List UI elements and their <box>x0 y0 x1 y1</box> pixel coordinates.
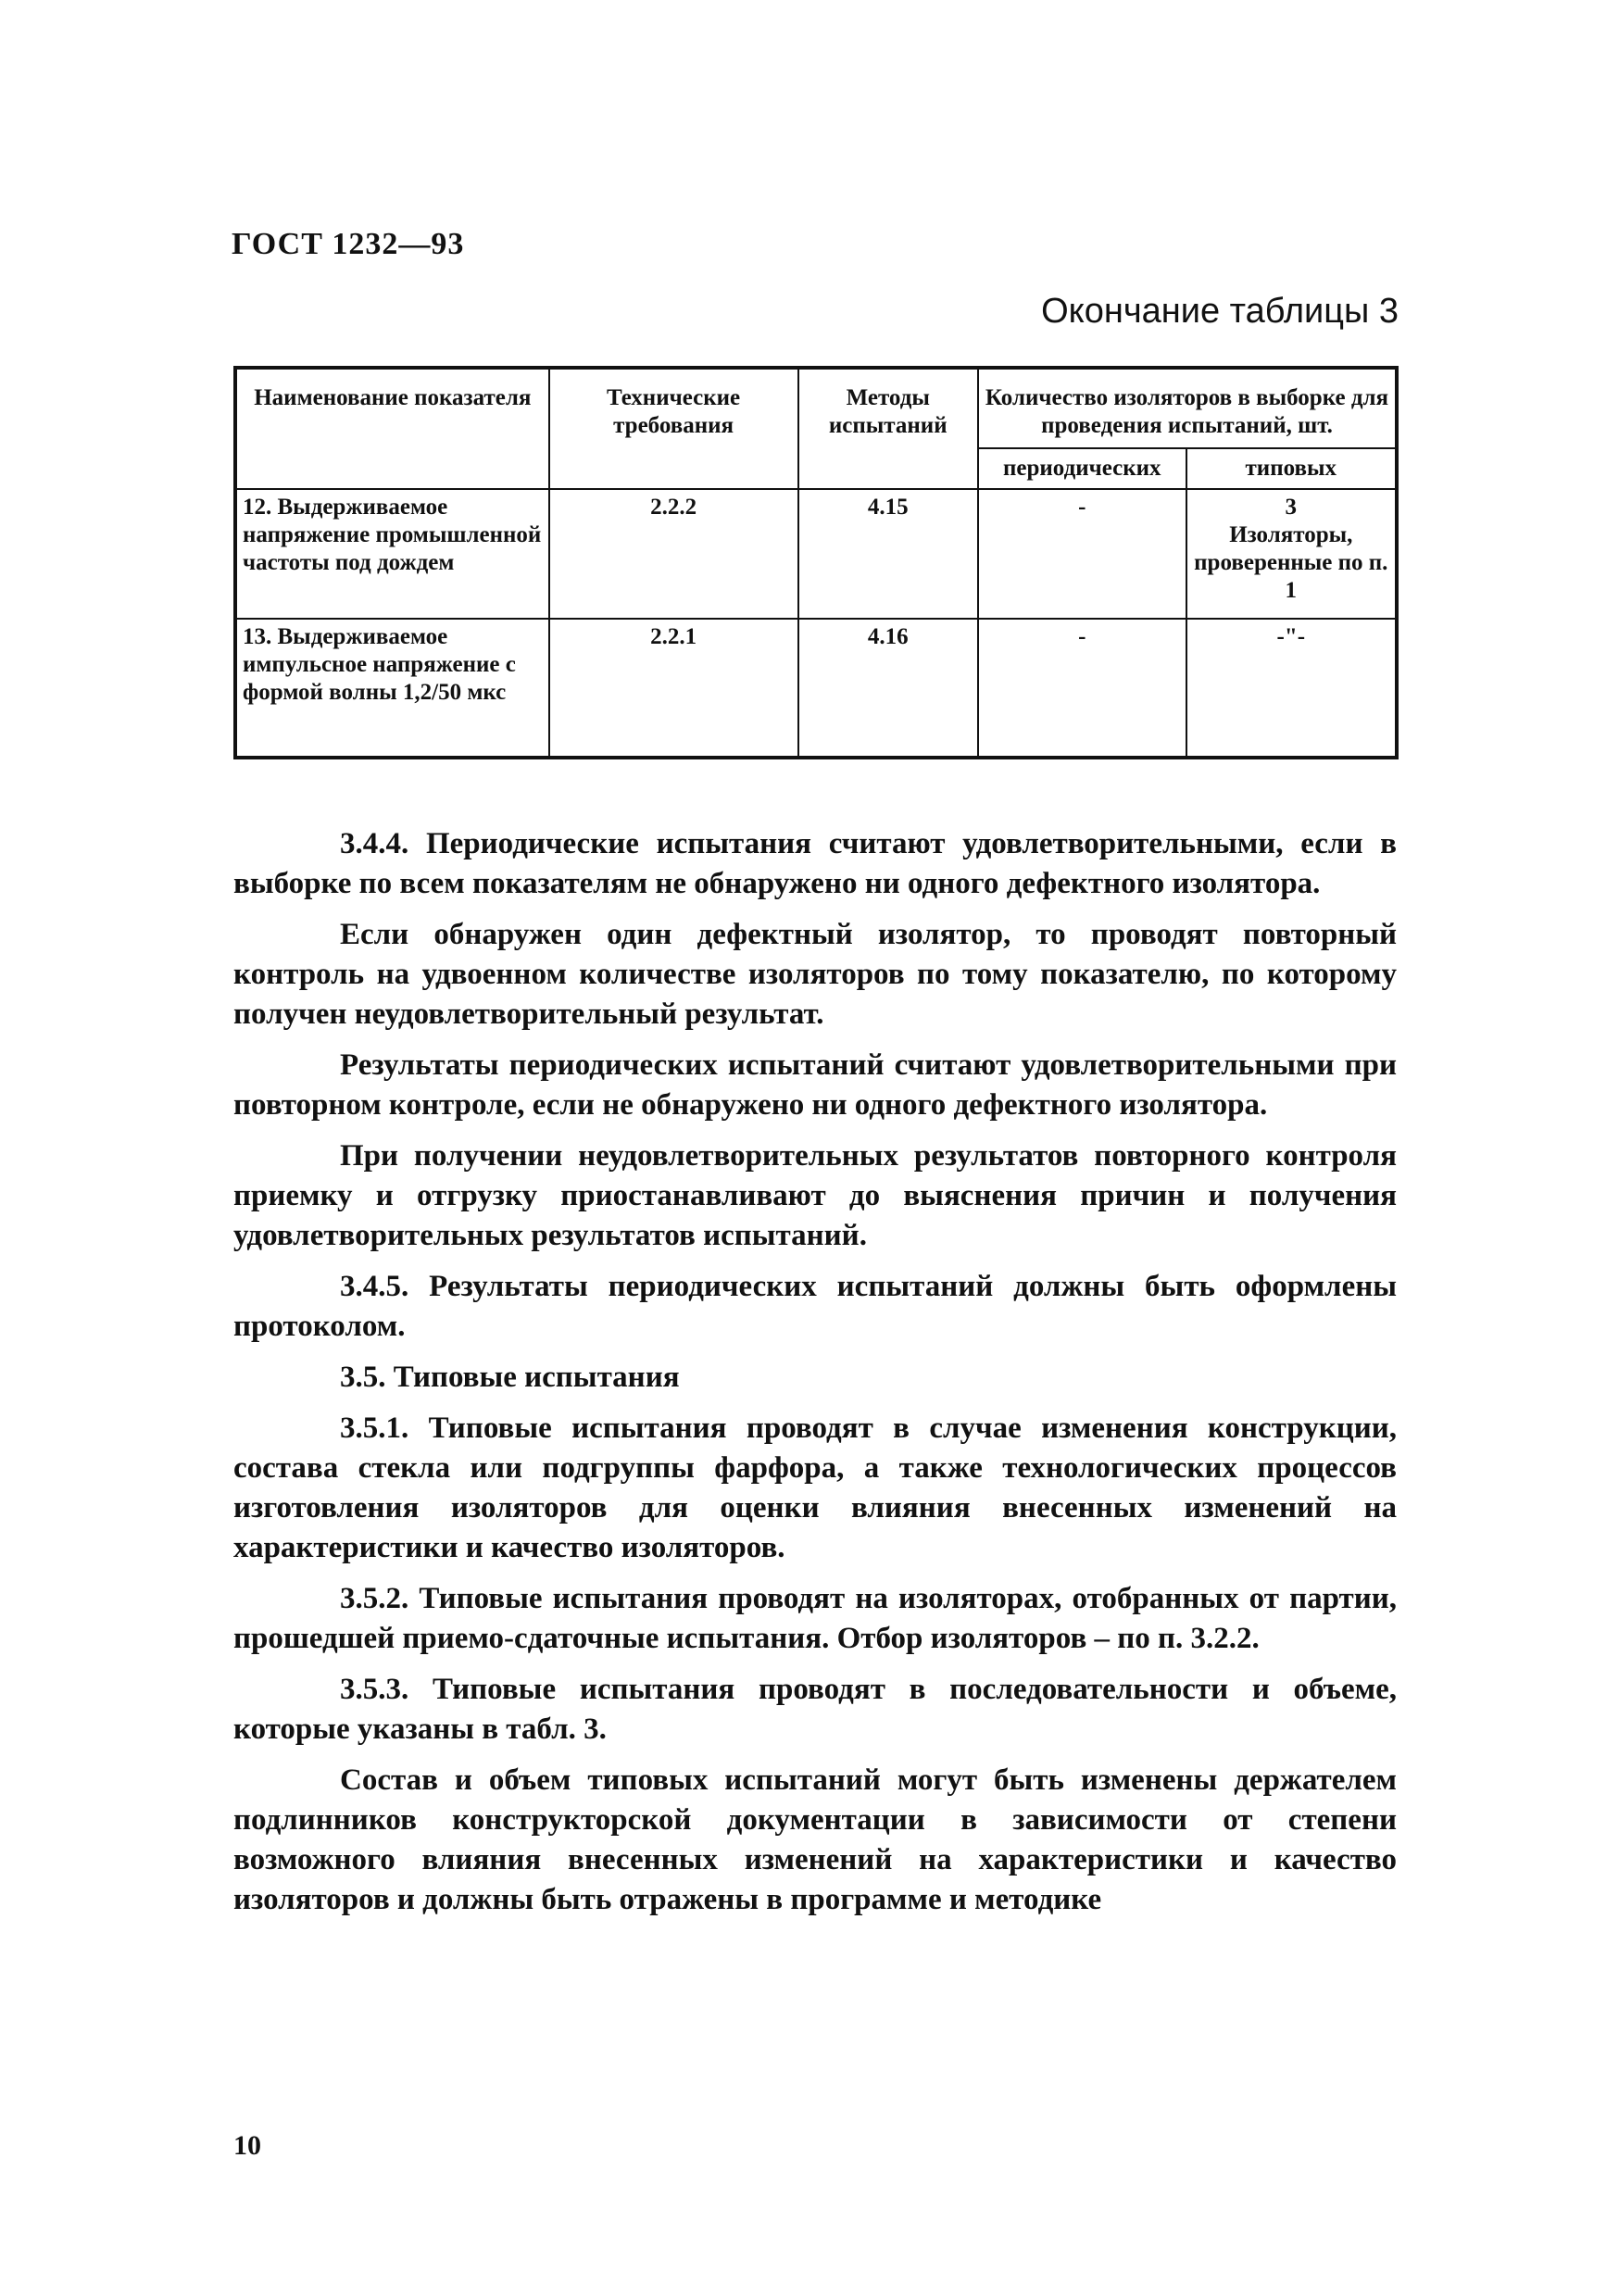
row-typical-count: -"- <box>1276 624 1306 649</box>
row-typical-note: Изоляторы, проверенные по п. 1 <box>1194 522 1388 603</box>
paragraph: 3.5.3. Типовые испытания проводят в последовательности и объеме, которые указаны в табл. 3. <box>233 1673 1397 1746</box>
table-caption: Окончание таблицы 3 <box>1041 292 1399 331</box>
row-name: 12. Выдерживаемое напряжение промышленной частоты под дождем <box>235 489 549 619</box>
header-quantity: Количество изоляторов в выборке для проведения испытаний, шт. <box>978 368 1397 448</box>
header-methods: Методы испытаний <box>798 368 978 489</box>
paragraph: Результаты периодических испытаний считают удовлетворительными при повторном контроле, если не обнаружено ни одного дефектного изолятора. <box>233 1048 1397 1122</box>
paragraph: 3.5.2. Типовые испытания проводят на изоляторах, отобранных от партии, прошедшей приемо-сдаточные испытания. Отбор изоляторов – по п. 3.2.2. <box>233 1582 1397 1655</box>
row-periodic: - <box>978 489 1186 619</box>
paragraph: При получении неудовлетворительных результатов повторного контроля приемку и отгрузку приостанавливают до выяснения причин и получения удовлетворительных результатов испытаний. <box>233 1139 1397 1252</box>
row-periodic: - <box>978 619 1186 758</box>
section-heading: 3.5. Типовые испытания <box>340 1361 680 1394</box>
paragraph: 3.4.5. Результаты периодических испытаний должны быть оформлены протоколом. <box>233 1270 1397 1343</box>
paragraph: 3.4.4. Периодические испытания считают удовлетворительными, если в выборке по всем показателям не обнаружено ни одного дефектного изолятора. <box>233 827 1397 900</box>
specification-table <box>233 366 1399 759</box>
row-typical <box>1186 619 1397 758</box>
row-typical-count: 3 <box>1285 495 1298 520</box>
paragraph: Состав и объем типовых испытаний могут быть изменены держателем подлинников конструкторской документации в зависимости от степени возможного влияния внесенных изменений на характеристики и качество изоляторов и должны быть отражены в программе и методике <box>233 1763 1397 1916</box>
paragraph: Если обнаружен один дефектный изолятор, то проводят повторный контроль на удвоенном количестве изоляторов по тому показателю, по которому получен неудовлетворительный результат. <box>233 918 1397 1031</box>
row-methods: 4.15 <box>798 489 978 619</box>
body-text <box>233 824 1397 1931</box>
page-number: 10 <box>233 2130 261 2161</box>
table-header-row <box>235 368 1397 448</box>
header-typical: типовых <box>1186 448 1397 489</box>
table-row <box>235 489 1397 619</box>
header-name: Наименование показателя <box>235 368 549 489</box>
row-name: 13. Выдерживаемое импульсное напряжение с формой волны 1,2/50 мкс <box>235 619 549 758</box>
row-typical <box>1186 489 1397 619</box>
paragraph: 3.5.1. Типовые испытания проводят в случае изменения конструкции, состава стекла или подгруппы фарфора, а также технологических процессов изготовления изоляторов для оценки влияния внесенных изменений на характеристики и качество изоляторов. <box>233 1411 1397 1564</box>
row-methods: 4.16 <box>798 619 978 758</box>
header-periodic: периодических <box>978 448 1186 489</box>
table-row <box>235 619 1397 758</box>
document-code: ГОСТ 1232—93 <box>232 227 465 261</box>
row-requirements: 2.2.2 <box>549 489 798 619</box>
row-requirements: 2.2.1 <box>549 619 798 758</box>
header-requirements: Технические требования <box>549 368 798 489</box>
